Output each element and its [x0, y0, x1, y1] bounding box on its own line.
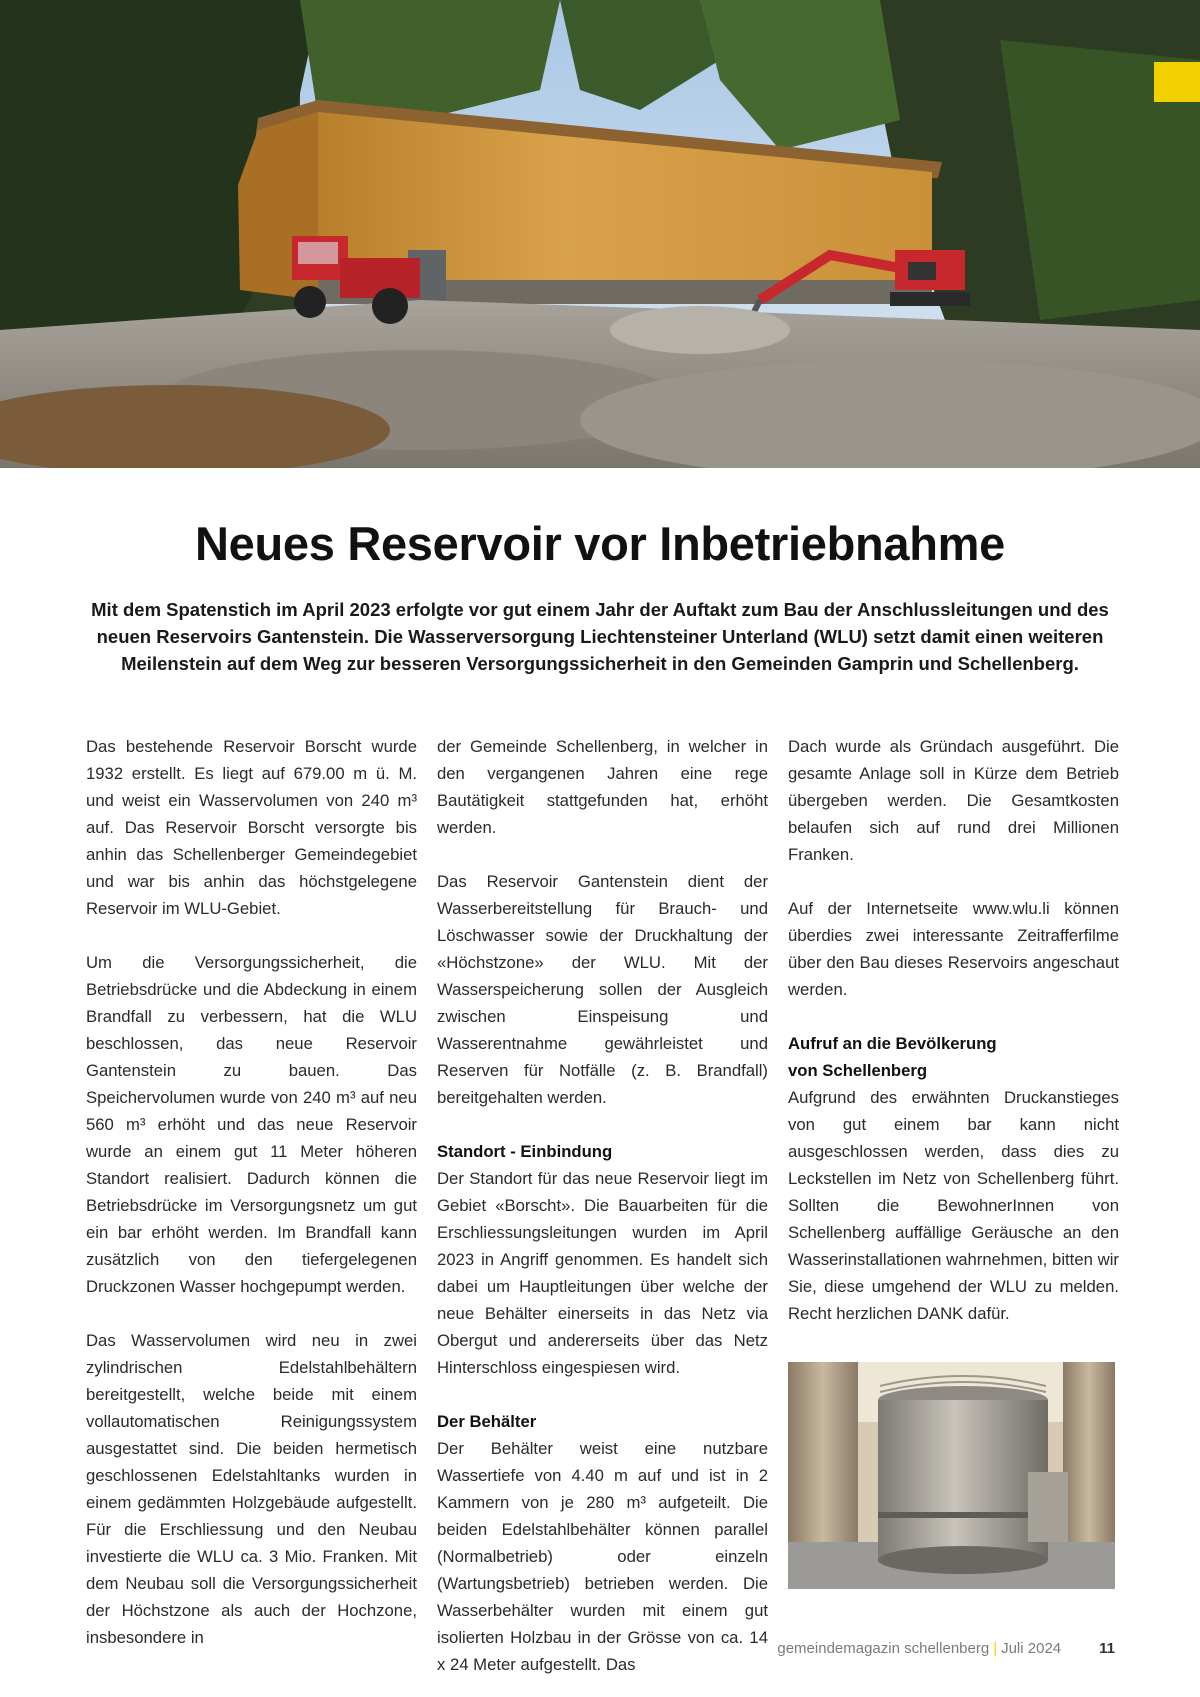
col1-paragraph-3: Das Wasservolumen wird neu in zwei zylindrischen Edelstahlbehältern bereitgestellt, welche beide mit einem vollautomatischen Reinigungssystem ausgestattet sind. Die beiden hermetisch geschlossenen Edelstahltanks wurden in einem gedämmten Holzgebäude aufgestellt. Für die Erschliessung und den Neubau investierte die WLU ca. 3 Mio. Franken. Mit dem Neubau soll die Versorgungssicherheit der Höchstzone als auch der Hochzone, insbesondere in: [86, 1331, 417, 1647]
lead-paragraph: Mit dem Spatenstich im April 2023 erfolgte vor gut einem Jahr der Auftakt zum Bau der Anschlussleitungen und des neuen Reservoirs Gantenstein. Die Wasserversorgung Liechtensteiner Unterland (WLU) setzt damit einen weiteren Meilenstein auf dem Weg zur besseren Versorgungssicherheit in den Gemeinden Gamprin und Schellenberg.: [91, 599, 1109, 674]
steel-tank-photo: [788, 1362, 1115, 1589]
footer-separator: |: [993, 1640, 998, 1657]
col3-paragraph-3: Aufgrund des erwähnten Druckanstieges von gut einem bar kann nicht ausgeschlossen werden, dass dies zu Leckstellen im Netz von Schellenberg führt. Sollten die BewohnerInnen von Schellenberg auffällige Geräusche an den Wasserinstallationen wahrnehmen, bitten wir Sie, diese umgehend der WLU zu melden. Recht herzlichen DANK dafür.: [788, 1088, 1119, 1323]
col1-paragraph-1: Das bestehende Reservoir Borscht wurde 1932 erstellt. Es liegt auf 679.00 m ü. M. und weist ein Wasservolumen von 240 m³ auf. Das Reservoir Borscht versorgte bis anhin das Schellenberger Gemeindegebiet und war bis anhin das höchstgelegene Reservoir im WLU-Gebiet.: [86, 737, 417, 918]
col2-paragraph-4: Der Behälter weist eine nutzbare Wassertiefe von 4.40 m auf und ist in 2 Kammern von je 280 m³ aufgeteilt. Die beiden Edelstahlbehälter können parallel (Normalbetrieb) oder einzeln (Wartungsbetrieb) betrieben werden. Die Wasserbehälter wurden mit einem gut isolierten Holzbau in der Grösse von ca. 14 x 24 Meter aufgestellt. Das: [437, 1439, 768, 1674]
col3-paragraph-2: Auf der Internetseite www.wlu.li können überdies zwei interessante Zeitrafferfilme über den Bau dieses Reservoirs angeschaut werden.: [788, 899, 1119, 999]
page-number: 11: [1099, 1640, 1115, 1657]
col2-heading-standort: Standort - Einbindung: [437, 1142, 613, 1161]
page-title: Neues Reservoir vor Inbetriebnahme: [195, 517, 1005, 570]
page-footer: [700, 1640, 1115, 1657]
col3-paragraph-1: Dach wurde als Gründach ausgeführt. Die gesamte Anlage soll in Kürze dem Betrieb übergeben werden. Die Gesamtkosten belaufen sich auf rund drei Millionen Franken.: [788, 737, 1119, 864]
col3-heading-line-1: Aufruf an die Bevölkerung: [788, 1034, 997, 1053]
text-column-3: [788, 733, 1119, 1327]
reservoir-building-photo: [0, 0, 1200, 468]
col3-heading-line-2: von Schellenberg: [788, 1061, 928, 1080]
col1-paragraph-2: Um die Versorgungssicherheit, die Betriebsdrücke und die Abdeckung in einem Brandfall zu verbessern, hat die WLU beschlossen, das neue Reservoir Gantenstein zu bauen. Das Speichervolumen wurde von 240 m³ auf neu 560 m³ erhöht und das neue Reservoir wurde an einem gut 11 Meter höheren Standort realisiert. Dadurch können die Betriebsdrücke im Versorgungsnetz um gut ein bar erhöht werden. Im Brandfall kann zusätzlich von den tiefergelegenen Druckzonen Wasser hochgepumpt werden.: [86, 953, 417, 1296]
col2-heading-behaelter: Der Behälter: [437, 1412, 537, 1431]
text-column-1: [86, 733, 417, 1651]
inset-photo: [788, 1362, 1115, 1589]
hero-photo: [0, 0, 1200, 468]
col2-paragraph-2: Das Reservoir Gantenstein dient der Wasserbereitstellung für Brauch- und Löschwasser sowie der Druckhaltung der «Höchstzone» der WLU. Mit der Wasserspeicherung sollen der Ausgleich zwischen Einspeisung und Wasserentnahme gewährleistet und Reserven für Notfälle (z. B. Brandfall) bereitgehalten werden.: [437, 872, 768, 1107]
text-column-2: [437, 733, 768, 1678]
section-tab-marker: [1154, 62, 1200, 102]
col2-paragraph-1: der Gemeinde Schellenberg, in welcher in den vergangenen Jahren eine rege Bautätigkeit stattgefunden hat, erhöht werden.: [437, 737, 768, 837]
footer-date: Juli 2024: [1001, 1640, 1062, 1657]
footer-magazine-name: gemeindemagazin schellenberg: [777, 1640, 990, 1657]
col2-paragraph-3: Der Standort für das neue Reservoir liegt im Gebiet «Borscht». Die Bauarbeiten für die Erschliessungsleitungen wurden im April 2023 in Angriff genommen. Es handelt sich dabei um Hauptleitungen über welche der neue Behälter einerseits in das Netz via Obergut und andererseits über das Netz Hinterschloss eingespiesen wird.: [437, 1169, 768, 1377]
col3-heading-aufruf: [788, 1030, 1119, 1084]
